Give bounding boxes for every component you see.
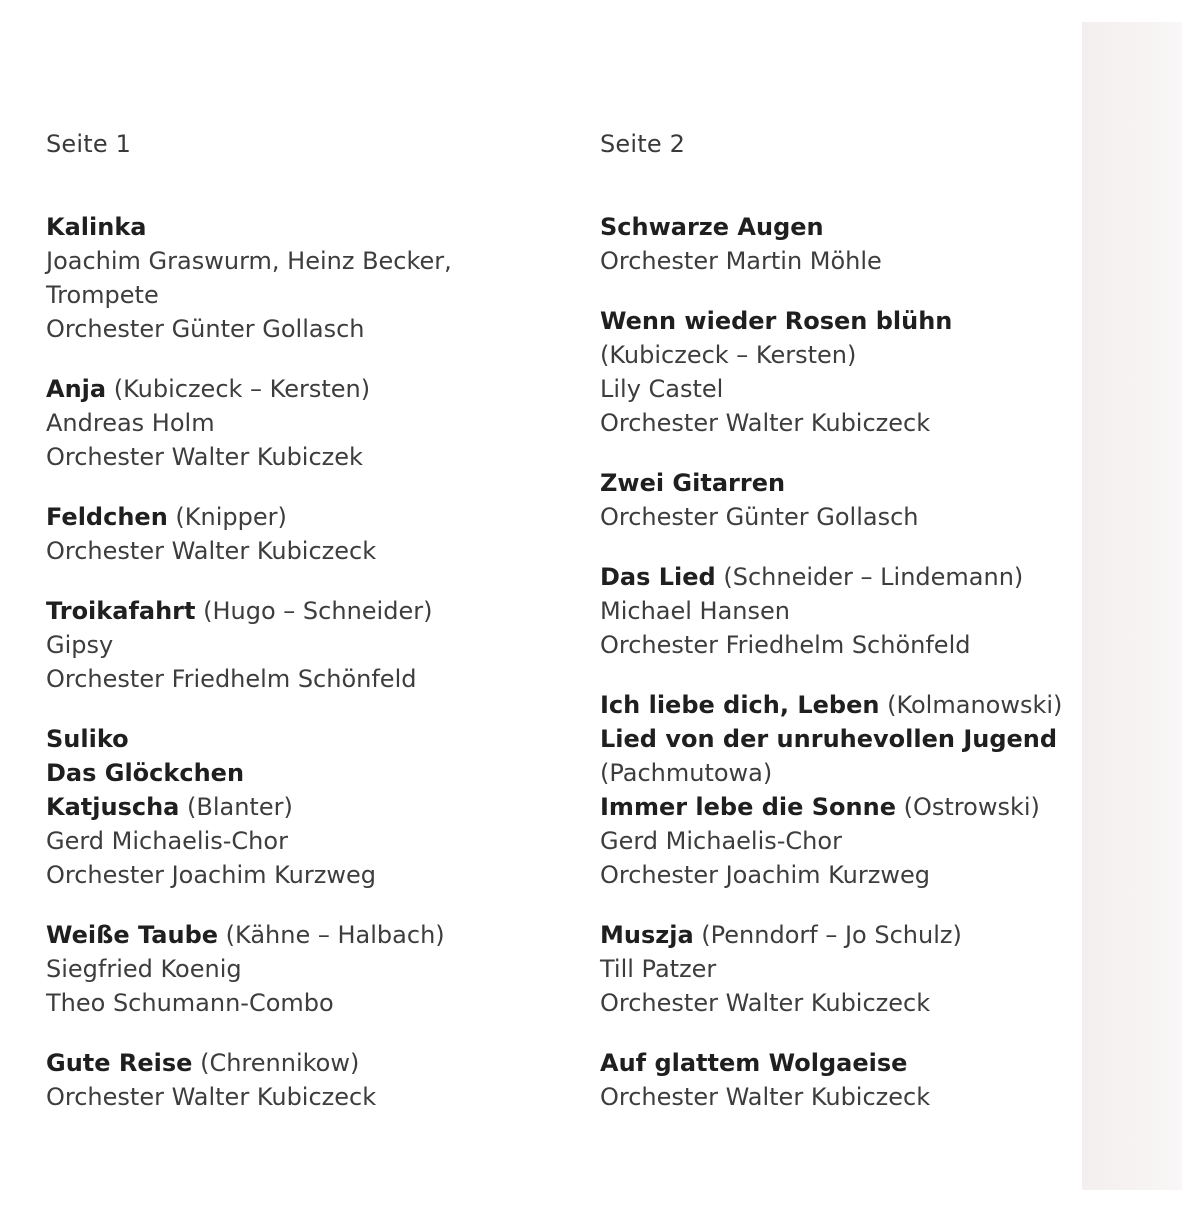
performer-credit: Orchester Martin Möhle (600, 247, 882, 275)
performer-credit: Andreas Holm (46, 409, 215, 437)
composer-credit: (Kubiczeck – Kersten) (113, 375, 371, 403)
track-line (46, 406, 566, 440)
track-line (600, 952, 1070, 986)
track-entry (600, 688, 1070, 892)
track-line (46, 534, 566, 568)
song-title: Das Lied (600, 563, 716, 591)
track-entry (46, 210, 566, 346)
track-entry (600, 1046, 1070, 1114)
track-line (600, 628, 1070, 662)
track-line (600, 756, 1070, 790)
track-line (46, 756, 566, 790)
song-title: Muszja (600, 921, 694, 949)
performer-credit: Orchester Joachim Kurzweg (46, 861, 376, 889)
track-line (46, 790, 566, 824)
performer-credit: Siegfried Koenig (46, 955, 242, 983)
track-entry (600, 210, 1070, 278)
track-entry (46, 372, 566, 474)
track-line (46, 628, 566, 662)
track-line (600, 466, 1070, 500)
track-line (46, 952, 566, 986)
performer-credit: Orchester Walter Kubiczeck (46, 537, 377, 565)
track-entry (46, 722, 566, 892)
side-2-column (600, 130, 1070, 1140)
song-title: Ich liebe dich, Leben (600, 691, 880, 719)
track-line (600, 986, 1070, 1020)
track-line (600, 918, 1070, 952)
song-title: Immer lebe die Sonne (600, 793, 896, 821)
song-title: Zwei Gitarren (600, 469, 786, 497)
track-line (46, 918, 566, 952)
composer-credit: (Blanter) (187, 793, 293, 821)
track-line (46, 278, 566, 312)
track-entry (46, 1046, 566, 1114)
side-heading: Seite 2 (600, 130, 686, 158)
track-line (600, 372, 1070, 406)
performer-credit: Orchester Friedhelm Schönfeld (600, 631, 971, 659)
track-line (600, 338, 1070, 372)
track-line (46, 500, 566, 534)
track-line (600, 406, 1070, 440)
song-title: Katjuscha (46, 793, 180, 821)
track-line (46, 244, 566, 278)
track-line (46, 594, 566, 628)
performer-credit: (Kubiczeck – Kersten) (600, 341, 857, 369)
performer-credit: Orchester Günter Gollasch (600, 503, 919, 531)
track-line (46, 662, 566, 696)
side-heading: Seite 1 (46, 130, 132, 158)
performer-credit: Till Patzer (600, 955, 717, 983)
performer-credit: Orchester Walter Kubiczeck (600, 989, 931, 1017)
song-title: Troikafahrt (46, 597, 196, 625)
track-entry (46, 918, 566, 1020)
performer-credit: (Pachmutowa) (600, 759, 773, 787)
track-line (600, 1080, 1070, 1114)
song-title: Gute Reise (46, 1049, 193, 1077)
side-1-column (46, 130, 566, 1140)
performer-credit: Lily Castel (600, 375, 724, 403)
song-title: Suliko (46, 725, 129, 753)
composer-credit: (Hugo – Schneider) (203, 597, 433, 625)
performer-credit: Orchester Walter Kubiczek (46, 443, 363, 471)
track-entry (46, 500, 566, 568)
composer-credit: (Ostrowski) (903, 793, 1040, 821)
performer-credit: Theo Schumann-Combo (46, 989, 334, 1017)
song-title: Schwarze Augen (600, 213, 824, 241)
performer-credit: Gerd Michaelis-Chor (600, 827, 842, 855)
song-title: Auf glattem Wolgaeise (600, 1049, 908, 1077)
track-entry (46, 594, 566, 696)
performer-credit: Orchester Günter Gollasch (46, 315, 365, 343)
track-line (46, 824, 566, 858)
song-title: Das Glöckchen (46, 759, 245, 787)
composer-credit: (Kolmanowski) (887, 691, 1063, 719)
track-line (600, 1046, 1070, 1080)
track-entry (600, 560, 1070, 662)
track-line (600, 244, 1070, 278)
performer-credit: Michael Hansen (600, 597, 790, 625)
track-line (600, 304, 1070, 338)
composer-credit: (Kähne – Halbach) (225, 921, 445, 949)
song-title: Anja (46, 375, 107, 403)
performer-credit: Gipsy (46, 631, 114, 659)
performer-credit: Trompete (46, 281, 159, 309)
tracklist (46, 210, 566, 1114)
track-line (600, 500, 1070, 534)
track-line (46, 858, 566, 892)
track-line (46, 210, 566, 244)
composer-credit: (Schneider – Lindemann) (723, 563, 1024, 591)
track-line (600, 210, 1070, 244)
track-line (600, 688, 1070, 722)
performer-credit: Gerd Michaelis-Chor (46, 827, 288, 855)
track-line (46, 1080, 566, 1114)
performer-credit: Joachim Graswurm, Heinz Becker, (46, 247, 452, 275)
track-line (46, 986, 566, 1020)
track-line (46, 312, 566, 346)
song-title: Weiße Taube (46, 921, 219, 949)
composer-credit: (Penndorf – Jo Schulz) (701, 921, 962, 949)
track-entry (600, 918, 1070, 1020)
performer-credit: Orchester Walter Kubiczeck (600, 409, 931, 437)
track-line (46, 440, 566, 474)
song-title: Kalinka (46, 213, 147, 241)
track-entry (600, 304, 1070, 440)
track-line (46, 1046, 566, 1080)
track-line (600, 560, 1070, 594)
composer-credit: (Chrennikow) (200, 1049, 360, 1077)
performer-credit: Orchester Walter Kubiczeck (600, 1083, 931, 1111)
track-entry (600, 466, 1070, 534)
track-line (46, 372, 566, 406)
tracklist (600, 210, 1070, 1114)
track-line (600, 824, 1070, 858)
page-edge-shadow (1082, 22, 1182, 1190)
performer-credit: Orchester Friedhelm Schönfeld (46, 665, 417, 693)
track-line (600, 790, 1070, 824)
song-title: Feldchen (46, 503, 168, 531)
track-line (600, 722, 1070, 756)
composer-credit: (Knipper) (175, 503, 287, 531)
track-line (46, 722, 566, 756)
song-title: Lied von der unruhevollen Jugend (600, 725, 1058, 753)
track-line (600, 858, 1070, 892)
track-line (600, 594, 1070, 628)
song-title: Wenn wieder Rosen blühn (600, 307, 953, 335)
performer-credit: Orchester Walter Kubiczeck (46, 1083, 377, 1111)
performer-credit: Orchester Joachim Kurzweg (600, 861, 930, 889)
